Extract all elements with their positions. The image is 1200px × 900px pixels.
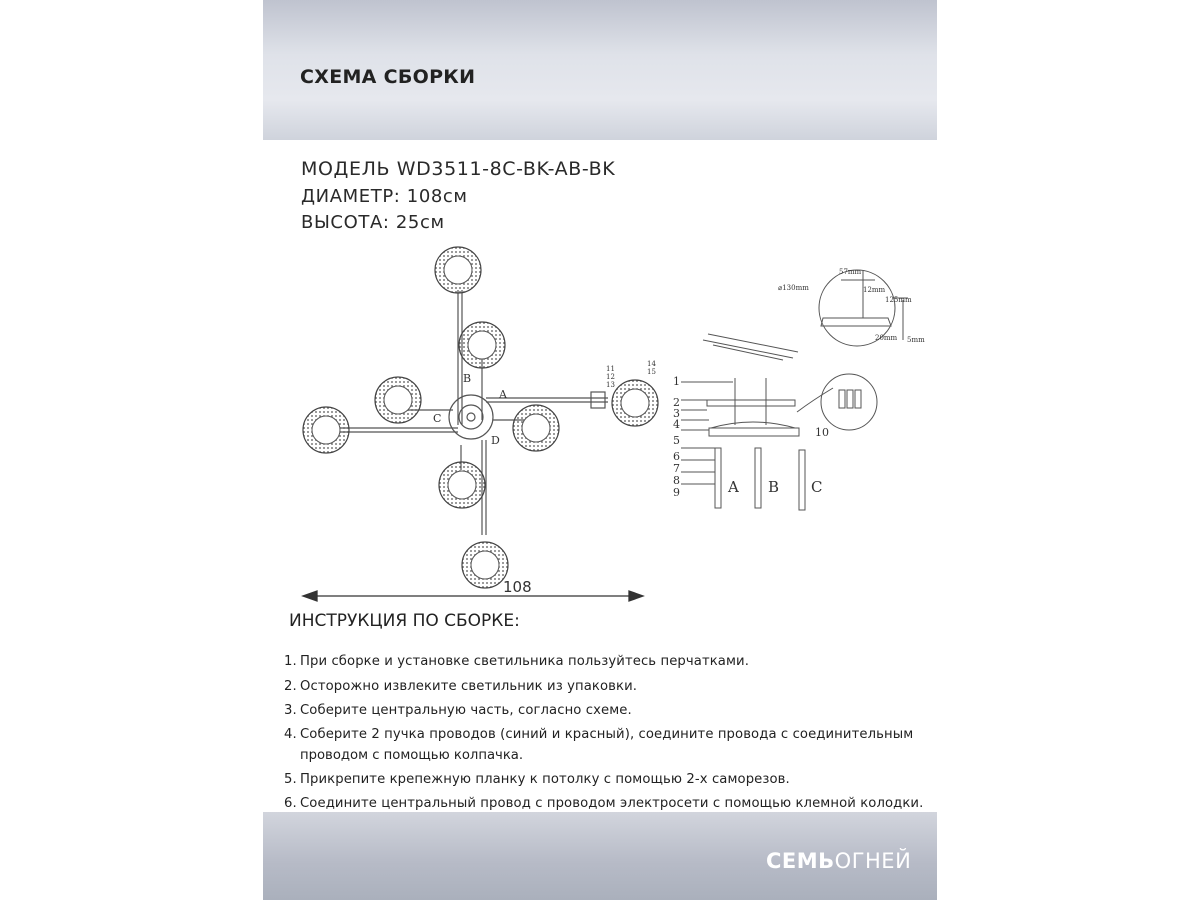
rod-label-c: C bbox=[811, 478, 823, 496]
globe-lamp bbox=[435, 247, 481, 293]
detail-dim: 5mm bbox=[907, 336, 925, 344]
instruction-step: 1. При сборке и установке светильника пользуйтесь перчатками. bbox=[284, 654, 749, 669]
part-number: 15 bbox=[647, 368, 656, 376]
part-number: 14 bbox=[647, 360, 656, 368]
part-number: 2 bbox=[673, 396, 680, 409]
arm-label-b: B bbox=[463, 372, 472, 385]
globe-lamp bbox=[303, 407, 349, 453]
dimension-line bbox=[303, 591, 643, 601]
arm-label-a: A bbox=[499, 388, 507, 401]
arm-label-c: C bbox=[433, 412, 442, 425]
detail-dim: 20mm bbox=[875, 334, 898, 342]
model-spec: МОДЕЛЬ WD3511-8C-BK-AB-BK bbox=[301, 158, 616, 180]
instructions-title: ИНСТРУКЦИЯ ПО СБОРКЕ: bbox=[289, 611, 520, 631]
part-number: 10 bbox=[815, 426, 829, 439]
part-number: 5 bbox=[673, 434, 680, 447]
part-number: 4 bbox=[673, 418, 680, 431]
part-number: 3 bbox=[673, 407, 680, 420]
globe-lamp bbox=[439, 462, 485, 508]
instruction-step: 5. Прикрепите крепежную планку к потолку с помощью 2-х саморезов. bbox=[284, 772, 790, 787]
diameter-spec: ДИАМЕТР: 108см bbox=[301, 186, 468, 207]
globe-lamp bbox=[612, 380, 658, 426]
globe-lamp bbox=[459, 322, 505, 368]
rod-label-a: A bbox=[728, 478, 739, 496]
part-number: 12 bbox=[606, 373, 615, 381]
page-title: СХЕМА СБОРКИ bbox=[300, 66, 476, 88]
instruction-step: 6. Соедините центральный провод с проводом электросети с помощью клемной колодки. bbox=[284, 796, 924, 811]
height-spec: ВЫСОТА: 25см bbox=[301, 212, 445, 233]
globe-lamp bbox=[462, 542, 508, 588]
part-number: 11 bbox=[606, 365, 615, 373]
instruction-step: 3. Соберите центральную часть, согласно схеме. bbox=[284, 703, 632, 718]
dimension-label: 108 bbox=[503, 578, 532, 596]
detail-dim: 125mm bbox=[885, 296, 912, 304]
part-number: 13 bbox=[606, 381, 615, 389]
detail-dim: 12mm bbox=[863, 286, 886, 294]
part-number: 6 bbox=[673, 450, 680, 463]
part-number: 9 bbox=[673, 486, 680, 499]
brand-logo: СЕМЬОГНЕЙ bbox=[766, 849, 912, 873]
part-number: 7 bbox=[673, 462, 680, 475]
instruction-step: 4. Соберите 2 пучка проводов (синий и красный), соедините провода с соединительным bbox=[284, 727, 914, 742]
instruction-step-continuation: проводом с помощью колпачка. bbox=[300, 748, 524, 763]
rod-label-b: B bbox=[768, 478, 780, 496]
globe-lamp bbox=[513, 405, 559, 451]
assembly-drawing bbox=[263, 240, 937, 610]
detail-dim: ⌀130mm bbox=[778, 284, 809, 292]
instruction-step: 2. Осторожно извлеките светильник из упаковки. bbox=[284, 679, 638, 694]
globe-lamp bbox=[375, 377, 421, 423]
part-number: 1 bbox=[673, 375, 680, 388]
arm-label-d: D bbox=[491, 434, 500, 447]
detail-dim: 57mm bbox=[839, 268, 862, 276]
part-number: 8 bbox=[673, 474, 680, 487]
